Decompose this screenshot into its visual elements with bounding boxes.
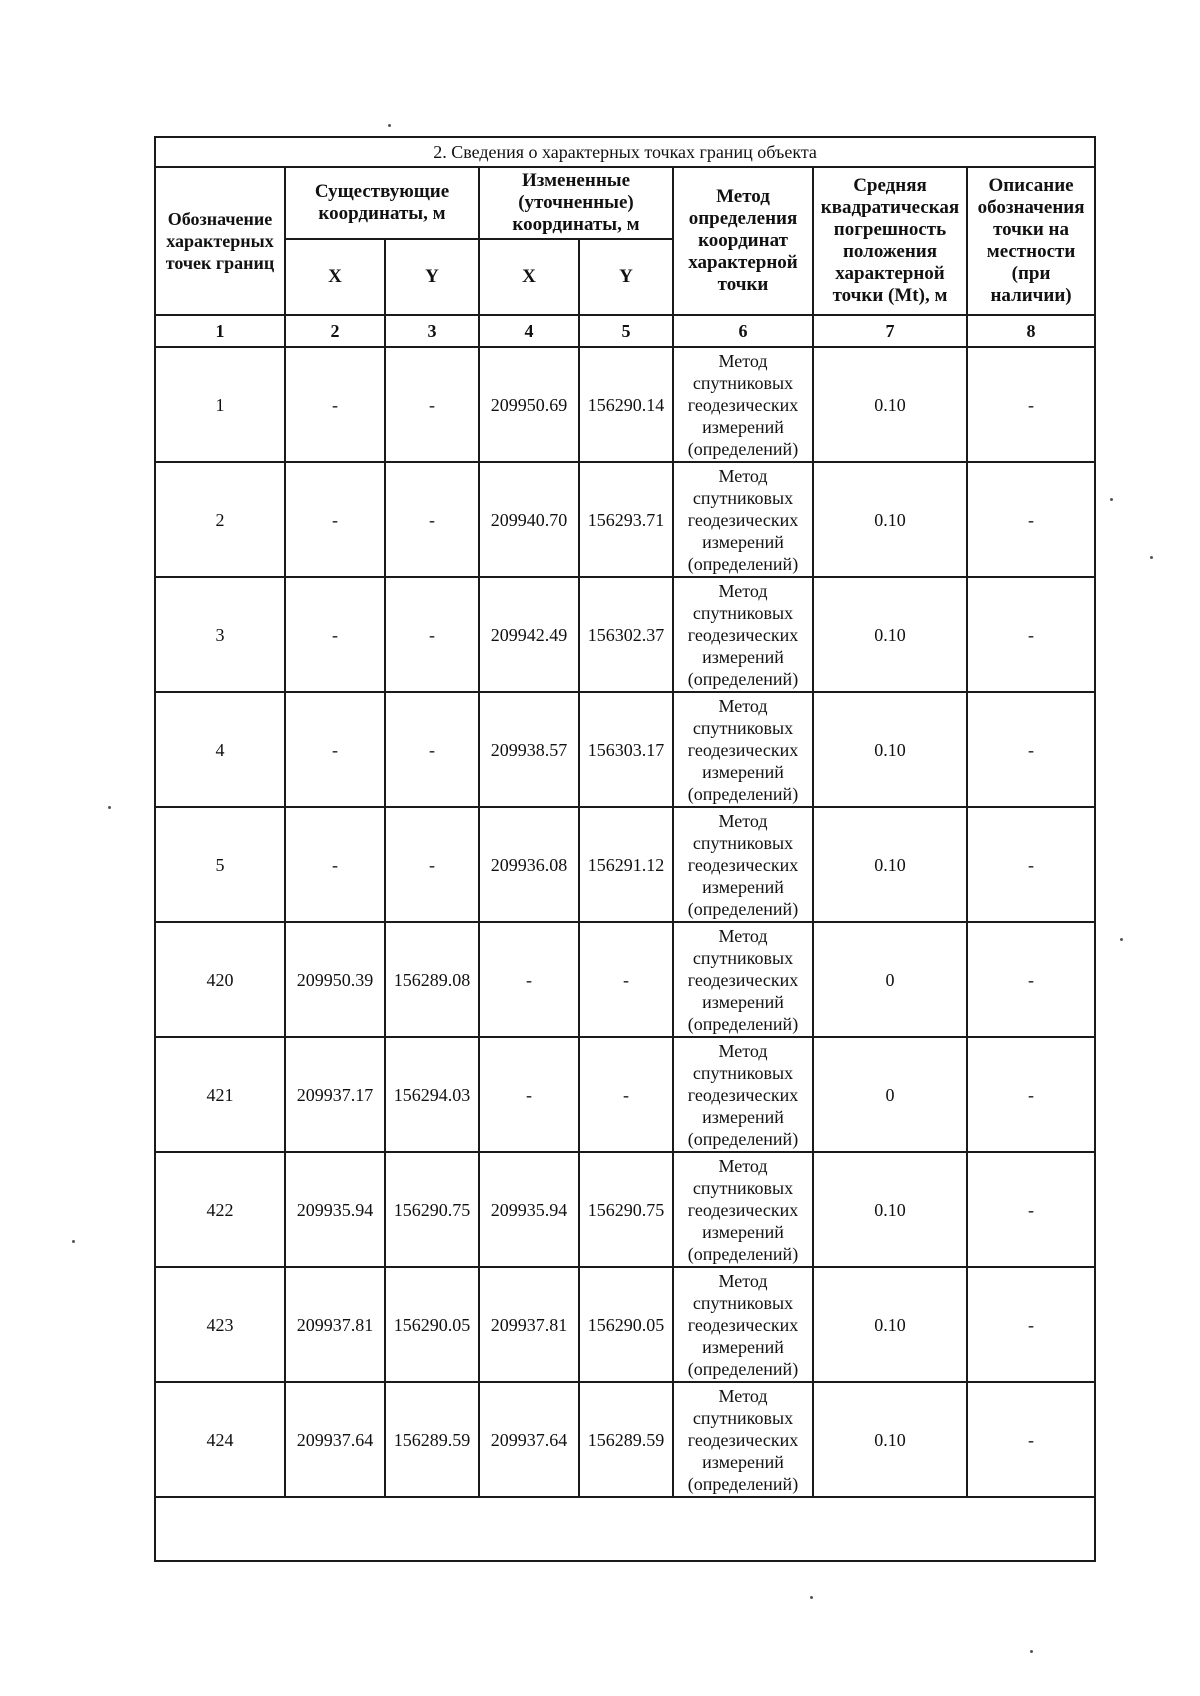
existing-x-value: 209937.81	[285, 1267, 385, 1382]
table-row	[155, 1382, 1095, 1497]
error-value: 0.10	[813, 692, 967, 807]
method-value: Метод спутниковых геодезических измерений (определений)	[673, 692, 813, 807]
changed-y-value: 156290.75	[579, 1152, 673, 1267]
method-value: Метод спутниковых геодезических измерений (определений)	[673, 807, 813, 922]
changed-x-value: 209940.70	[479, 462, 579, 577]
error-value: 0.10	[813, 1267, 967, 1382]
existing-y-value: 156289.08	[385, 922, 479, 1037]
changed-x-value: 209936.08	[479, 807, 579, 922]
table-row	[155, 807, 1095, 922]
description-value: -	[967, 692, 1095, 807]
table-row	[155, 347, 1095, 462]
method-value: Метод спутниковых геодезических измерений (определений)	[673, 347, 813, 462]
description-value: -	[967, 1267, 1095, 1382]
scan-speck	[108, 806, 111, 809]
existing-y-value: 156289.59	[385, 1382, 479, 1497]
method-value: Метод спутниковых геодезических измерений (определений)	[673, 462, 813, 577]
boundary-points-table	[154, 136, 1096, 1562]
changed-y-value: 156293.71	[579, 462, 673, 577]
table-row	[155, 1267, 1095, 1382]
table-row	[155, 922, 1095, 1037]
column-number: 4	[479, 315, 579, 347]
existing-x-value: 209937.17	[285, 1037, 385, 1152]
point-designation: 421	[155, 1037, 285, 1152]
method-value: Метод спутниковых геодезических измерений (определений)	[673, 922, 813, 1037]
description-value: -	[967, 1152, 1095, 1267]
changed-y-value: 156290.05	[579, 1267, 673, 1382]
header-changed-coords: Измененные (уточненные) координаты, м	[479, 167, 673, 239]
existing-y-value: -	[385, 807, 479, 922]
changed-x-value: 209950.69	[479, 347, 579, 462]
method-value: Метод спутниковых геодезических измерений (определений)	[673, 1037, 813, 1152]
scan-speck	[1120, 938, 1123, 941]
method-value: Метод спутниковых геодезических измерений (определений)	[673, 577, 813, 692]
existing-x-value: 209935.94	[285, 1152, 385, 1267]
existing-x-value: -	[285, 462, 385, 577]
column-number: 6	[673, 315, 813, 347]
column-number-row	[155, 315, 1095, 347]
method-value: Метод спутниковых геодезических измерений (определений)	[673, 1267, 813, 1382]
description-value: -	[967, 922, 1095, 1037]
existing-y-value: -	[385, 577, 479, 692]
changed-y-value: 156291.12	[579, 807, 673, 922]
changed-y-value: 156302.37	[579, 577, 673, 692]
point-designation: 2	[155, 462, 285, 577]
changed-y-value: 156289.59	[579, 1382, 673, 1497]
error-value: 0	[813, 1037, 967, 1152]
point-designation: 1	[155, 347, 285, 462]
changed-y-value: -	[579, 1037, 673, 1152]
changed-x-value: -	[479, 1037, 579, 1152]
existing-x-value: 209950.39	[285, 922, 385, 1037]
error-value: 0.10	[813, 462, 967, 577]
point-designation: 5	[155, 807, 285, 922]
method-value: Метод спутниковых геодезических измерений (определений)	[673, 1152, 813, 1267]
existing-x-value: -	[285, 807, 385, 922]
column-number: 8	[967, 315, 1095, 347]
error-value: 0.10	[813, 1382, 967, 1497]
existing-y-value: -	[385, 347, 479, 462]
changed-x-value: 209942.49	[479, 577, 579, 692]
description-value: -	[967, 807, 1095, 922]
header-description: Описание обозначения точки на местности (при наличии)	[967, 167, 1095, 315]
column-number: 7	[813, 315, 967, 347]
changed-x-value: 209937.64	[479, 1382, 579, 1497]
column-number: 1	[155, 315, 285, 347]
scan-speck	[1030, 1650, 1033, 1653]
description-value: -	[967, 462, 1095, 577]
existing-y-value: -	[385, 692, 479, 807]
header-changed-x: X	[479, 239, 579, 315]
point-designation: 423	[155, 1267, 285, 1382]
changed-x-value: -	[479, 922, 579, 1037]
table-row	[155, 462, 1095, 577]
header-changed-y: Y	[579, 239, 673, 315]
scan-speck	[72, 1240, 75, 1243]
scan-speck	[1110, 498, 1113, 501]
column-number: 3	[385, 315, 479, 347]
scan-speck	[810, 1596, 813, 1599]
existing-y-value: 156290.75	[385, 1152, 479, 1267]
column-number: 5	[579, 315, 673, 347]
scan-speck	[388, 124, 391, 127]
error-value: 0	[813, 922, 967, 1037]
description-value: -	[967, 347, 1095, 462]
changed-x-value: 209937.81	[479, 1267, 579, 1382]
table-row	[155, 1037, 1095, 1152]
existing-x-value: 209937.64	[285, 1382, 385, 1497]
changed-y-value: -	[579, 922, 673, 1037]
section-title: 2. Сведения о характерных точках границ объекта	[155, 137, 1095, 167]
column-number: 2	[285, 315, 385, 347]
changed-y-value: 156290.14	[579, 347, 673, 462]
point-designation: 424	[155, 1382, 285, 1497]
existing-y-value: 156294.03	[385, 1037, 479, 1152]
header-existing-x: X	[285, 239, 385, 315]
header-error: Средняя квадратическая погрешность положения характерной точки (Mt), м	[813, 167, 967, 315]
header-designation: Обозначение характерных точек границ	[155, 167, 285, 315]
header-existing-y: Y	[385, 239, 479, 315]
table-row	[155, 1152, 1095, 1267]
error-value: 0.10	[813, 347, 967, 462]
existing-y-value: 156290.05	[385, 1267, 479, 1382]
table-row	[155, 692, 1095, 807]
description-value: -	[967, 1382, 1095, 1497]
header-method: Метод определения координат характерной точки	[673, 167, 813, 315]
changed-x-value: 209938.57	[479, 692, 579, 807]
point-designation: 420	[155, 922, 285, 1037]
existing-x-value: -	[285, 577, 385, 692]
changed-x-value: 209935.94	[479, 1152, 579, 1267]
description-value: -	[967, 577, 1095, 692]
existing-x-value: -	[285, 692, 385, 807]
description-value: -	[967, 1037, 1095, 1152]
point-designation: 3	[155, 577, 285, 692]
point-designation: 422	[155, 1152, 285, 1267]
error-value: 0.10	[813, 1152, 967, 1267]
table-row	[155, 577, 1095, 692]
error-value: 0.10	[813, 577, 967, 692]
header-existing-coords: Существующие координаты, м	[285, 167, 479, 239]
scan-speck	[1150, 556, 1153, 559]
changed-y-value: 156303.17	[579, 692, 673, 807]
point-designation: 4	[155, 692, 285, 807]
existing-y-value: -	[385, 462, 479, 577]
empty-row	[155, 1497, 1095, 1561]
existing-x-value: -	[285, 347, 385, 462]
error-value: 0.10	[813, 807, 967, 922]
empty-cell	[155, 1497, 1095, 1561]
method-value: Метод спутниковых геодезических измерений (определений)	[673, 1382, 813, 1497]
